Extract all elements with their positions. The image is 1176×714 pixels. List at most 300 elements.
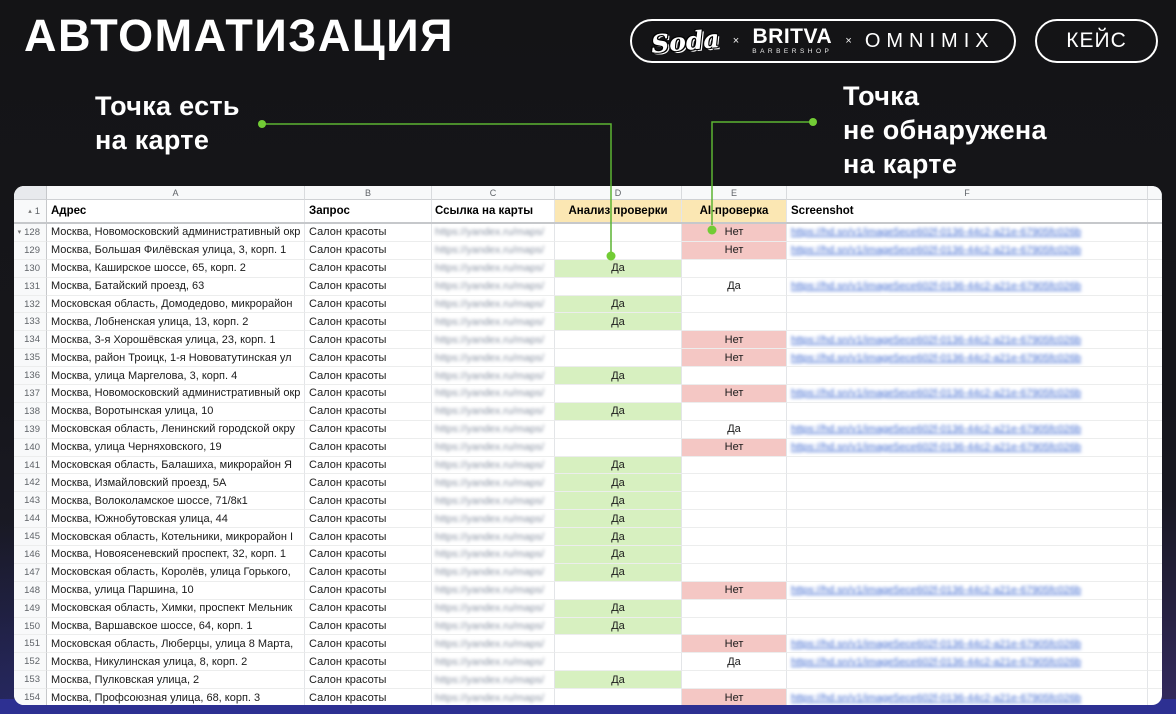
cell-screenshot-link[interactable] xyxy=(787,260,1148,278)
screenshot-link-blurred[interactable]: https://hd.sn/v1/image5ece602f-0136-44c2-a21e-67905fc026b xyxy=(791,280,1082,293)
cell-analysis[interactable] xyxy=(555,439,682,457)
cell-screenshot-link[interactable] xyxy=(787,457,1148,475)
column-letter[interactable]: E xyxy=(682,186,787,200)
table-row xyxy=(14,600,1162,618)
cell-maps-link[interactable] xyxy=(432,349,555,367)
empty-cell[interactable] xyxy=(1148,546,1162,564)
column-letter[interactable]: A xyxy=(47,186,305,200)
cell-analysis[interactable] xyxy=(555,278,682,296)
screenshot-link-blurred[interactable]: https://hd.sn/v1/image5ece602f-0136-44c2-a21e-67905fc026b xyxy=(791,637,1082,650)
row-number[interactable]: 151 xyxy=(14,635,47,653)
cell-query[interactable]: Салон красоты xyxy=(305,439,432,457)
select-all-corner[interactable] xyxy=(14,186,47,200)
empty-cell[interactable] xyxy=(1148,403,1162,421)
cell-query[interactable]: Салон красоты xyxy=(305,600,432,618)
cell-maps-link[interactable] xyxy=(432,618,555,636)
row-number[interactable]: 133 xyxy=(14,313,47,331)
cell-query[interactable]: Салон красоты xyxy=(305,403,432,421)
row-number[interactable]: 152 xyxy=(14,653,47,671)
cell-ai-check[interactable]: Нет xyxy=(682,582,787,600)
cell-screenshot-link[interactable] xyxy=(787,689,1148,705)
empty-cell[interactable] xyxy=(1148,653,1162,671)
cell-screenshot-link[interactable] xyxy=(787,474,1148,492)
cell-ai-check[interactable] xyxy=(682,671,787,689)
cell-analysis[interactable] xyxy=(555,582,682,600)
cell-query[interactable]: Салон красоты xyxy=(305,492,432,510)
maps-link-blurred[interactable]: https://yandex.ru/maps/ xyxy=(435,387,545,400)
maps-link-blurred[interactable]: https://yandex.ru/maps/ xyxy=(435,423,545,436)
cell-maps-link[interactable] xyxy=(432,600,555,618)
empty-cell[interactable] xyxy=(1148,635,1162,653)
table-row xyxy=(14,510,1162,528)
cell-maps-link[interactable] xyxy=(432,260,555,278)
cell-screenshot-link[interactable] xyxy=(787,564,1148,582)
column-header-maps-link[interactable]: Ссылка на карты xyxy=(432,200,555,222)
row-number[interactable]: 145 xyxy=(14,528,47,546)
cell-query[interactable]: Салон красоты xyxy=(305,349,432,367)
cell-maps-link[interactable] xyxy=(432,546,555,564)
cell-screenshot-link[interactable] xyxy=(787,349,1148,367)
cell-screenshot-link[interactable] xyxy=(787,242,1148,260)
cell-screenshot-link[interactable] xyxy=(787,278,1148,296)
cell-ai-check[interactable] xyxy=(682,528,787,546)
cell-ai-check[interactable] xyxy=(682,510,787,528)
row-number[interactable]: 153 xyxy=(14,671,47,689)
column-header-ai-check[interactable]: AI-проверка xyxy=(682,200,787,222)
cell-maps-link[interactable] xyxy=(432,457,555,475)
cell-analysis[interactable]: Да xyxy=(555,671,682,689)
cell-query[interactable]: Салон красоты xyxy=(305,653,432,671)
empty-cell[interactable] xyxy=(1148,331,1162,349)
screenshot-link-blurred[interactable]: https://hd.sn/v1/image5ece602f-0136-44c2-a21e-67905fc026b xyxy=(791,226,1082,239)
maps-link-blurred[interactable]: https://yandex.ru/maps/ xyxy=(435,262,545,275)
cell-query[interactable]: Салон красоты xyxy=(305,313,432,331)
cell-query[interactable]: Салон красоты xyxy=(305,582,432,600)
table-row xyxy=(14,689,1162,705)
empty-cell[interactable] xyxy=(1148,582,1162,600)
cell-maps-link[interactable] xyxy=(432,510,555,528)
cell-address[interactable]: Москва, Большая Филёвская улица, 3, корп. 1 xyxy=(47,242,305,260)
cell-query[interactable]: Салон красоты xyxy=(305,689,432,705)
cell-analysis[interactable]: Да xyxy=(555,260,682,278)
table-row xyxy=(14,618,1162,636)
cell-analysis[interactable] xyxy=(555,331,682,349)
maps-link-blurred[interactable]: https://yandex.ru/maps/ xyxy=(435,512,545,525)
empty-cell[interactable] xyxy=(1148,528,1162,546)
cell-maps-link[interactable] xyxy=(432,242,555,260)
cell-analysis[interactable] xyxy=(555,385,682,403)
row-number-header[interactable]: ▴ 1 xyxy=(14,200,47,222)
cell-address[interactable]: Московская область, Королёв, улица Горького, xyxy=(47,564,305,582)
screenshot-link-blurred[interactable]: https://hd.sn/v1/image5ece602f-0136-44c2-a21e-67905fc026b xyxy=(791,655,1082,668)
cell-maps-link[interactable] xyxy=(432,331,555,349)
table-row xyxy=(14,635,1162,653)
cell-screenshot-link[interactable] xyxy=(787,403,1148,421)
cell-ai-check[interactable] xyxy=(682,474,787,492)
cell-ai-check[interactable] xyxy=(682,457,787,475)
cell-address[interactable]: Москва, Новомосковский административный окр xyxy=(47,385,305,403)
table-row xyxy=(14,385,1162,403)
cell-ai-check[interactable] xyxy=(682,618,787,636)
maps-link-blurred[interactable]: https://yandex.ru/maps/ xyxy=(435,369,545,382)
cell-ai-check[interactable]: Нет xyxy=(682,331,787,349)
annotation-point-not-found: Точка не обнаружена на карте xyxy=(843,81,1047,179)
row-number[interactable]: 131 xyxy=(14,278,47,296)
cell-address[interactable]: Москва, Новомосковский административный окр xyxy=(47,224,305,242)
cell-screenshot-link[interactable] xyxy=(787,331,1148,349)
cell-analysis[interactable]: Да xyxy=(555,510,682,528)
table-row xyxy=(14,582,1162,600)
cell-address[interactable]: Московская область, Ленинский городской окру xyxy=(47,421,305,439)
maps-link-blurred[interactable]: https://yandex.ru/maps/ xyxy=(435,298,545,310)
cell-address[interactable]: Москва, Батайский проезд, 63 xyxy=(47,278,305,296)
cell-address[interactable]: Москва, Пулковская улица, 2 xyxy=(47,671,305,689)
cell-analysis[interactable]: Да xyxy=(555,457,682,475)
column-letter[interactable]: F xyxy=(787,186,1148,200)
maps-link-blurred[interactable]: https://yandex.ru/maps/ xyxy=(435,548,545,561)
maps-link-blurred[interactable]: https://yandex.ru/maps/ xyxy=(435,530,545,543)
table-row xyxy=(14,260,1162,278)
cell-screenshot-link[interactable] xyxy=(787,421,1148,439)
cell-query[interactable]: Салон красоты xyxy=(305,385,432,403)
table-row xyxy=(14,564,1162,582)
table-row xyxy=(14,331,1162,349)
column-header-analysis[interactable]: Анализ проверки xyxy=(555,200,682,222)
cell-analysis[interactable] xyxy=(555,689,682,705)
cell-ai-check[interactable] xyxy=(682,260,787,278)
cell-address[interactable]: Москва, Никулинская улица, 8, корп. 2 xyxy=(47,653,305,671)
cell-analysis[interactable]: Да xyxy=(555,618,682,636)
cell-screenshot-link[interactable] xyxy=(787,224,1148,242)
cell-analysis[interactable]: Да xyxy=(555,600,682,618)
row-number[interactable]: 149 xyxy=(14,600,47,618)
column-header-query[interactable]: Запрос xyxy=(305,200,432,222)
empty-cell[interactable] xyxy=(1148,260,1162,278)
maps-link-blurred[interactable]: https://yandex.ru/maps/ xyxy=(435,405,545,418)
cell-address[interactable]: Москва, улица Черняховского, 19 xyxy=(47,439,305,457)
cell-address[interactable]: Москва, Каширское шоссе, 65, корп. 2 xyxy=(47,260,305,278)
cell-query[interactable]: Салон красоты xyxy=(305,331,432,349)
column-header-screenshot[interactable]: Screenshot xyxy=(787,200,1148,222)
maps-link-blurred[interactable]: https://yandex.ru/maps/ xyxy=(435,584,545,597)
cell-screenshot-link[interactable] xyxy=(787,671,1148,689)
table-row xyxy=(14,349,1162,367)
cell-analysis[interactable] xyxy=(555,242,682,260)
cell-maps-link[interactable] xyxy=(432,224,555,242)
empty-cell[interactable] xyxy=(1148,200,1162,222)
cell-query[interactable]: Салон красоты xyxy=(305,618,432,636)
screenshot-link-blurred[interactable]: https://hd.sn/v1/image5ece602f-0136-44c2-a21e-67905fc026b xyxy=(791,441,1082,454)
cell-analysis[interactable] xyxy=(555,635,682,653)
collapse-down-icon[interactable]: ▾ xyxy=(17,229,22,237)
column-letter[interactable]: D xyxy=(555,186,682,200)
row-number[interactable]: 143 xyxy=(14,492,47,510)
empty-cell[interactable] xyxy=(1148,242,1162,260)
case-button[interactable]: КЕЙС xyxy=(1035,19,1158,63)
row-number[interactable]: 130 xyxy=(14,260,47,278)
maps-link-blurred[interactable]: https://yandex.ru/maps/ xyxy=(435,655,545,668)
cell-ai-check[interactable] xyxy=(682,600,787,618)
empty-cell[interactable] xyxy=(1148,618,1162,636)
screenshot-link-blurred[interactable]: https://hd.sn/v1/image5ece602f-0136-44c2-a21e-67905fc026b xyxy=(791,584,1082,597)
cell-maps-link[interactable] xyxy=(432,564,555,582)
screenshot-link-blurred[interactable]: https://hd.sn/v1/image5ece602f-0136-44c2-a21e-67905fc026b xyxy=(791,351,1082,364)
row-number[interactable]: 150 xyxy=(14,618,47,636)
cell-address[interactable]: Московская область, Химки, проспект Мельник xyxy=(47,600,305,618)
britva-logo: BRITVA BARBERSHOP xyxy=(752,25,833,56)
cell-query[interactable]: Салон красоты xyxy=(305,224,432,242)
maps-link-blurred[interactable]: https://yandex.ru/maps/ xyxy=(435,673,545,686)
screenshot-link-blurred[interactable]: https://hd.sn/v1/image5ece602f-0136-44c2-a21e-67905fc026b xyxy=(791,387,1082,400)
cell-screenshot-link[interactable] xyxy=(787,492,1148,510)
maps-link-blurred[interactable]: https://yandex.ru/maps/ xyxy=(435,691,545,704)
cell-maps-link[interactable] xyxy=(432,403,555,421)
partner-logos-badge xyxy=(630,19,1016,63)
cell-query[interactable]: Салон красоты xyxy=(305,296,432,314)
screenshot-link-blurred[interactable]: https://hd.sn/v1/image5ece602f-0136-44c2-a21e-67905fc026b xyxy=(791,691,1082,704)
cell-maps-link[interactable] xyxy=(432,635,555,653)
cell-query[interactable]: Салон красоты xyxy=(305,474,432,492)
sheet-rows xyxy=(14,224,1162,705)
cell-ai-check[interactable]: Нет xyxy=(682,689,787,705)
empty-cell[interactable] xyxy=(1148,313,1162,331)
cell-maps-link[interactable] xyxy=(432,367,555,385)
maps-link-blurred[interactable]: https://yandex.ru/maps/ xyxy=(435,602,545,615)
cell-screenshot-link[interactable] xyxy=(787,439,1148,457)
cell-ai-check[interactable]: Да xyxy=(682,653,787,671)
table-row xyxy=(14,528,1162,546)
cell-ai-check[interactable] xyxy=(682,313,787,331)
row-number[interactable]: 141 xyxy=(14,457,47,475)
cell-address[interactable]: Московская область, Домодедово, микрорайон xyxy=(47,296,305,314)
cell-address[interactable]: Москва, Волоколамское шоссе, 71/8к1 xyxy=(47,492,305,510)
maps-link-blurred[interactable]: https://yandex.ru/maps/ xyxy=(435,226,545,239)
cell-screenshot-link[interactable] xyxy=(787,510,1148,528)
multiply-separator-icon: × xyxy=(845,35,852,47)
table-row xyxy=(14,492,1162,510)
cell-screenshot-link[interactable] xyxy=(787,313,1148,331)
cell-address[interactable]: Москва, Профсоюзная улица, 68, корп. 3 xyxy=(47,689,305,705)
cell-screenshot-link[interactable] xyxy=(787,635,1148,653)
table-row xyxy=(14,671,1162,689)
maps-link-blurred[interactable]: https://yandex.ru/maps/ xyxy=(435,476,545,489)
cell-query[interactable]: Салон красоты xyxy=(305,564,432,582)
column-header-address[interactable]: Адрес xyxy=(47,200,305,222)
maps-link-blurred[interactable]: https://yandex.ru/maps/ xyxy=(435,441,545,454)
cell-analysis[interactable]: Да xyxy=(555,403,682,421)
cell-query[interactable]: Салон красоты xyxy=(305,242,432,260)
maps-link-blurred[interactable]: https://yandex.ru/maps/ xyxy=(435,244,545,257)
cell-maps-link[interactable] xyxy=(432,296,555,314)
empty-cell[interactable] xyxy=(1148,510,1162,528)
cell-ai-check[interactable]: Нет xyxy=(682,439,787,457)
column-letter[interactable] xyxy=(1148,186,1162,200)
cell-analysis[interactable]: Да xyxy=(555,296,682,314)
cell-analysis[interactable]: Да xyxy=(555,564,682,582)
cell-query[interactable]: Салон красоты xyxy=(305,528,432,546)
maps-link-blurred[interactable]: https://yandex.ru/maps/ xyxy=(435,566,545,579)
empty-cell[interactable] xyxy=(1148,671,1162,689)
cell-maps-link[interactable] xyxy=(432,653,555,671)
cell-maps-link[interactable] xyxy=(432,474,555,492)
cell-ai-check[interactable] xyxy=(682,546,787,564)
table-row xyxy=(14,367,1162,385)
cell-ai-check[interactable]: Да xyxy=(682,421,787,439)
cell-maps-link[interactable] xyxy=(432,671,555,689)
empty-cell[interactable] xyxy=(1148,474,1162,492)
row-number[interactable]: 144 xyxy=(14,510,47,528)
cell-screenshot-link[interactable] xyxy=(787,296,1148,314)
empty-cell[interactable] xyxy=(1148,349,1162,367)
cell-analysis[interactable]: Да xyxy=(555,546,682,564)
table-row xyxy=(14,439,1162,457)
row-number[interactable]: 146 xyxy=(14,546,47,564)
column-letter[interactable]: C xyxy=(432,186,555,200)
cell-address[interactable]: Москва, Воротынская улица, 10 xyxy=(47,403,305,421)
cell-screenshot-link[interactable] xyxy=(787,367,1148,385)
maps-link-blurred[interactable]: https://yandex.ru/maps/ xyxy=(435,315,545,328)
maps-link-blurred[interactable]: https://yandex.ru/maps/ xyxy=(435,637,545,650)
column-letters-row xyxy=(14,186,1162,200)
cell-screenshot-link[interactable] xyxy=(787,618,1148,636)
cell-analysis[interactable] xyxy=(555,421,682,439)
cell-ai-check[interactable] xyxy=(682,296,787,314)
cell-maps-link[interactable] xyxy=(432,689,555,705)
cell-ai-check[interactable] xyxy=(682,367,787,385)
row-number[interactable]: 154 xyxy=(14,689,47,705)
empty-cell[interactable] xyxy=(1148,439,1162,457)
cell-query[interactable]: Салон красоты xyxy=(305,457,432,475)
cell-ai-check[interactable]: Нет xyxy=(682,242,787,260)
cell-address[interactable]: Москва, 3-я Хорошёвская улица, 23, корп. 1 xyxy=(47,331,305,349)
cell-maps-link[interactable] xyxy=(432,439,555,457)
page-title: АВТОМАТИЗАЦИЯ xyxy=(24,10,454,61)
cell-ai-check[interactable]: Да xyxy=(682,278,787,296)
cell-analysis[interactable]: Да xyxy=(555,492,682,510)
row-number[interactable]: 134 xyxy=(14,331,47,349)
row-number[interactable]: 148 xyxy=(14,582,47,600)
maps-link-blurred[interactable]: https://yandex.ru/maps/ xyxy=(435,494,545,507)
row-number[interactable]: ▾ 128 xyxy=(14,224,47,242)
cell-analysis[interactable] xyxy=(555,653,682,671)
cell-address[interactable]: Московская область, Люберцы, улица 8 Марта, xyxy=(47,635,305,653)
empty-cell[interactable] xyxy=(1148,600,1162,618)
cell-analysis[interactable]: Да xyxy=(555,367,682,385)
cell-screenshot-link[interactable] xyxy=(787,528,1148,546)
cell-ai-check[interactable]: Нет xyxy=(682,349,787,367)
cell-ai-check[interactable] xyxy=(682,492,787,510)
cell-ai-check[interactable]: Нет xyxy=(682,385,787,403)
maps-link-blurred[interactable]: https://yandex.ru/maps/ xyxy=(435,351,545,364)
cell-ai-check[interactable]: Нет xyxy=(682,224,787,242)
maps-link-blurred[interactable]: https://yandex.ru/maps/ xyxy=(435,459,545,472)
cell-analysis[interactable]: Да xyxy=(555,528,682,546)
cell-query[interactable]: Салон красоты xyxy=(305,278,432,296)
cell-address[interactable]: Москва, Измайловский проезд, 5А xyxy=(47,474,305,492)
column-letter[interactable]: B xyxy=(305,186,432,200)
cell-address[interactable]: Москва, район Троицк, 1-я Нововатутинская ул xyxy=(47,349,305,367)
empty-cell[interactable] xyxy=(1148,367,1162,385)
empty-cell[interactable] xyxy=(1148,492,1162,510)
cell-maps-link[interactable] xyxy=(432,582,555,600)
empty-cell[interactable] xyxy=(1148,457,1162,475)
cell-address[interactable]: Москва, Варшавское шоссе, 64, корп. 1 xyxy=(47,618,305,636)
cell-maps-link[interactable] xyxy=(432,528,555,546)
row-number[interactable]: 140 xyxy=(14,439,47,457)
cell-maps-link[interactable] xyxy=(432,385,555,403)
cell-query[interactable]: Салон красоты xyxy=(305,260,432,278)
cell-query[interactable]: Салон красоты xyxy=(305,671,432,689)
empty-cell[interactable] xyxy=(1148,296,1162,314)
sheet-header-row xyxy=(14,200,1162,224)
collapse-up-icon[interactable]: ▴ xyxy=(28,208,32,215)
cell-screenshot-link[interactable] xyxy=(787,600,1148,618)
cell-address[interactable]: Москва, улица Паршина, 10 xyxy=(47,582,305,600)
row-number[interactable]: 137 xyxy=(14,385,47,403)
cell-analysis[interactable] xyxy=(555,224,682,242)
row-number[interactable]: 139 xyxy=(14,421,47,439)
cell-screenshot-link[interactable] xyxy=(787,546,1148,564)
cell-query[interactable]: Салон красоты xyxy=(305,546,432,564)
row-number[interactable]: 147 xyxy=(14,564,47,582)
row-number[interactable]: 135 xyxy=(14,349,47,367)
cell-query[interactable]: Салон красоты xyxy=(305,367,432,385)
cell-analysis[interactable] xyxy=(555,349,682,367)
row-number[interactable]: 142 xyxy=(14,474,47,492)
maps-link-blurred[interactable]: https://yandex.ru/maps/ xyxy=(435,280,545,293)
cell-address[interactable]: Московская область, Котельники, микрорайон I xyxy=(47,528,305,546)
cell-ai-check[interactable]: Нет xyxy=(682,635,787,653)
maps-link-blurred[interactable]: https://yandex.ru/maps/ xyxy=(435,333,545,346)
cell-maps-link[interactable] xyxy=(432,421,555,439)
cell-query[interactable]: Салон красоты xyxy=(305,510,432,528)
empty-cell[interactable] xyxy=(1148,421,1162,439)
maps-link-blurred[interactable]: https://yandex.ru/maps/ xyxy=(435,620,545,633)
cell-analysis[interactable]: Да xyxy=(555,313,682,331)
cell-address[interactable]: Московская область, Балашиха, микрорайон Я xyxy=(47,457,305,475)
row-number[interactable]: 138 xyxy=(14,403,47,421)
cell-maps-link[interactable] xyxy=(432,313,555,331)
cell-maps-link[interactable] xyxy=(432,492,555,510)
cell-screenshot-link[interactable] xyxy=(787,582,1148,600)
cell-address[interactable]: Москва, Южнобутовская улица, 44 xyxy=(47,510,305,528)
empty-cell[interactable] xyxy=(1148,224,1162,242)
row-number[interactable]: 132 xyxy=(14,296,47,314)
soda-logo: Soda xyxy=(650,23,721,59)
screenshot-link-blurred[interactable]: https://hd.sn/v1/image5ece602f-0136-44c2-a21e-67905fc026b xyxy=(791,244,1082,257)
cell-address[interactable]: Москва, улица Маргелова, 3, корп. 4 xyxy=(47,367,305,385)
row-number[interactable]: 136 xyxy=(14,367,47,385)
screenshot-link-blurred[interactable]: https://hd.sn/v1/image5ece602f-0136-44c2-a21e-67905fc026b xyxy=(791,333,1082,346)
empty-cell[interactable] xyxy=(1148,385,1162,403)
row-number[interactable]: 129 xyxy=(14,242,47,260)
cell-query[interactable]: Салон красоты xyxy=(305,421,432,439)
cell-screenshot-link[interactable] xyxy=(787,385,1148,403)
empty-cell[interactable] xyxy=(1148,564,1162,582)
cell-ai-check[interactable] xyxy=(682,564,787,582)
screenshot-link-blurred[interactable]: https://hd.sn/v1/image5ece602f-0136-44c2-a21e-67905fc026b xyxy=(791,423,1082,436)
cell-address[interactable]: Москва, Новоясеневский проспект, 32, корп. 1 xyxy=(47,546,305,564)
cell-address[interactable]: Москва, Лобненская улица, 13, корп. 2 xyxy=(47,313,305,331)
table-row xyxy=(14,224,1162,242)
cell-screenshot-link[interactable] xyxy=(787,653,1148,671)
empty-cell[interactable] xyxy=(1148,278,1162,296)
cell-ai-check[interactable] xyxy=(682,403,787,421)
cell-analysis[interactable]: Да xyxy=(555,474,682,492)
table-row xyxy=(14,403,1162,421)
cell-query[interactable]: Салон красоты xyxy=(305,635,432,653)
cell-maps-link[interactable] xyxy=(432,278,555,296)
